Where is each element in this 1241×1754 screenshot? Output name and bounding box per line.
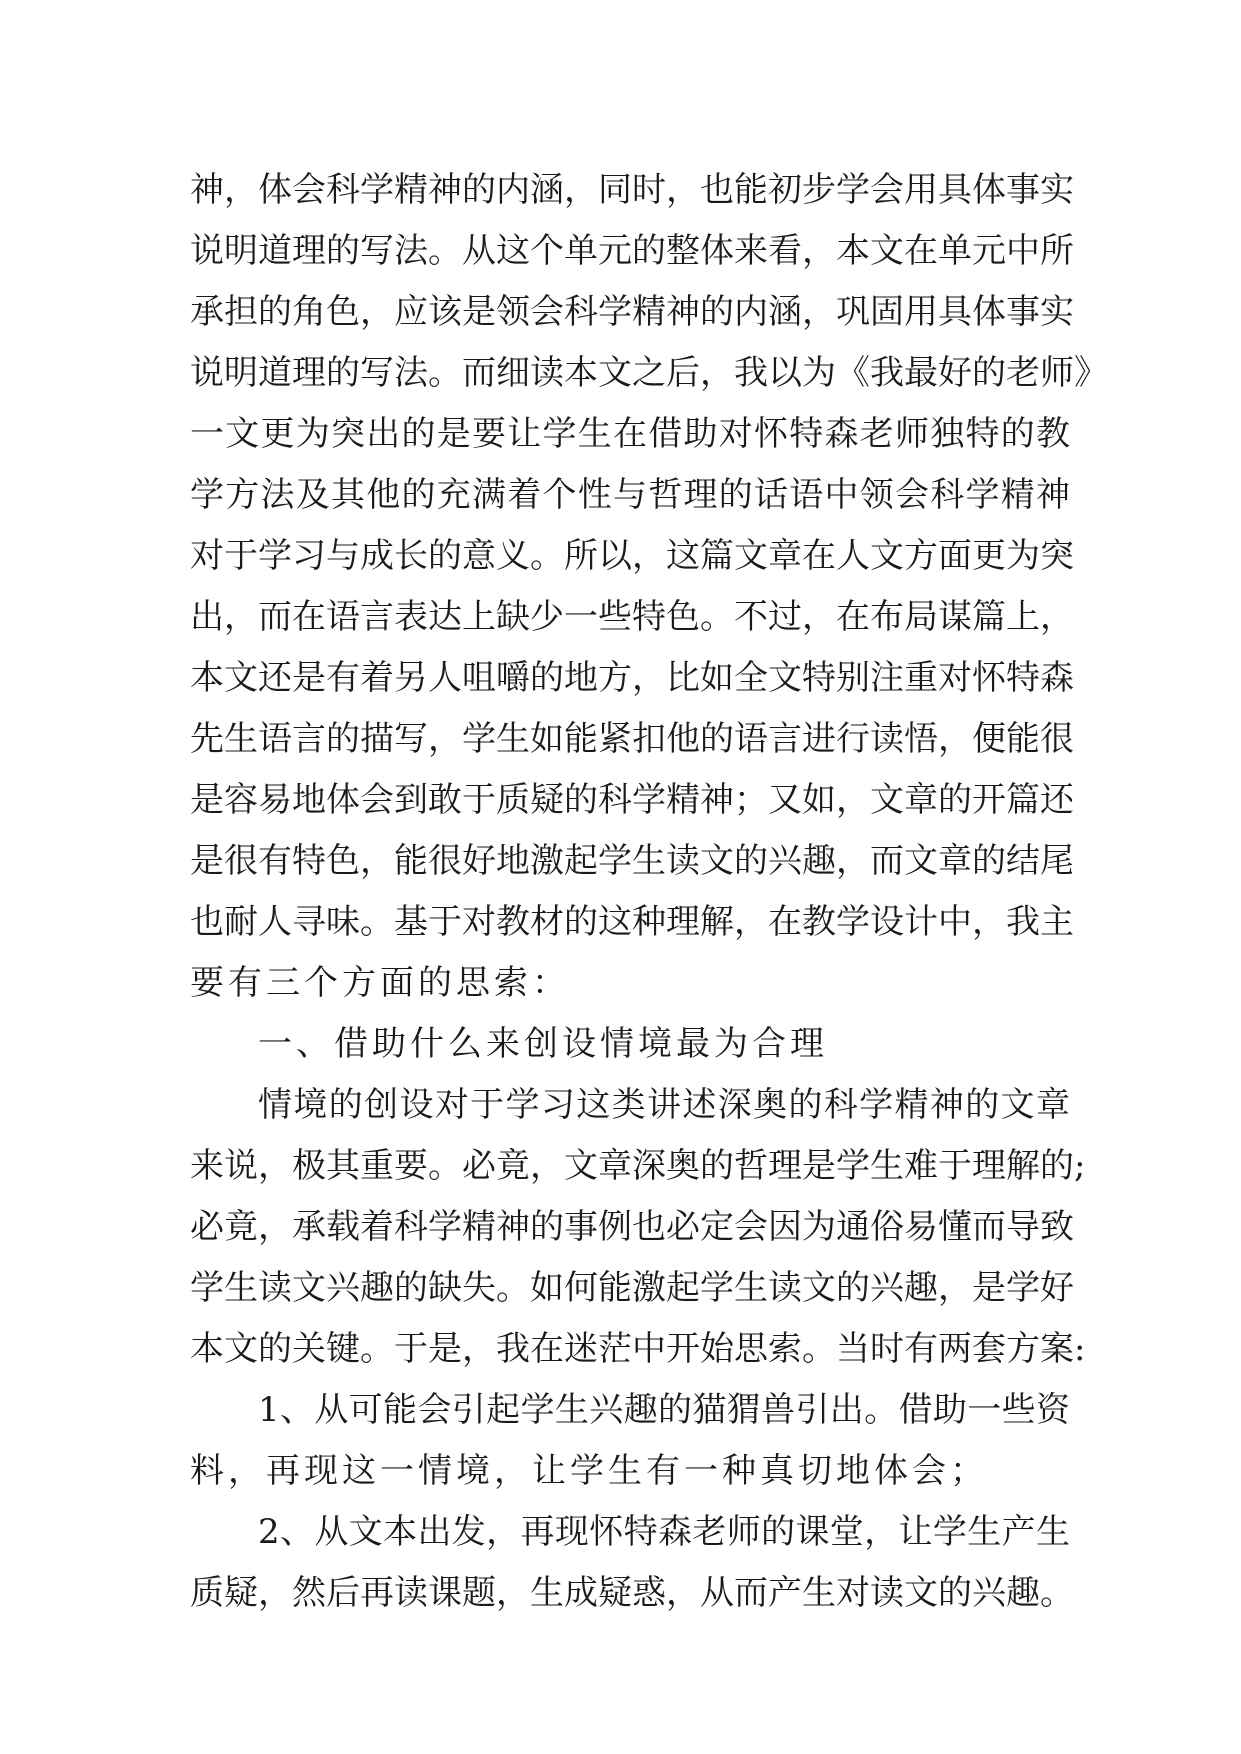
list-item: 2、从文本出发，再现怀特森老师的课堂，让学生产生 xyxy=(258,1512,1070,1552)
text-line: 也耐人寻味。基于对教材的这种理解，在教学设计中，我主 xyxy=(190,902,1074,942)
text-line: 先生语言的描写，学生如能紧扣他的语言进行读悟，便能很 xyxy=(190,719,1074,759)
text-line: 说明道理的写法。而细读本文之后，我以为《我最好的老师》 xyxy=(190,353,1108,393)
text-line: 质疑，然后再读课题，生成疑惑，从而产生对读文的兴趣。 xyxy=(190,1573,1074,1613)
text-line: 承担的角色，应该是领会科学精神的内涵，巩固用具体事实 xyxy=(190,292,1074,332)
text-line: 要有三个方面的思索： xyxy=(190,963,570,1003)
body-text xyxy=(190,160,1108,1624)
section-heading: 一、借助什么来创设情境最为合理 xyxy=(258,1024,828,1064)
text-line: 学方法及其他的充满着个性与哲理的话语中领会科学精神 xyxy=(190,475,1070,515)
text-line: 对于学习与成长的意义。所以，这篇文章在人文方面更为突 xyxy=(190,536,1074,576)
text-line: 来说，极其重要。必竟，文章深奥的哲理是学生难于理解的; xyxy=(190,1146,1086,1186)
text-line: 料，再现这一情境，让学生有一种真切地体会； xyxy=(190,1451,988,1491)
text-line: 出，而在语言表达上缺少一些特色。不过，在布局谋篇上， xyxy=(190,597,1074,637)
text-line: 神，体会科学精神的内涵，同时，也能初步学会用具体事实 xyxy=(190,170,1074,210)
text-line: 说明道理的写法。从这个单元的整体来看，本文在单元中所 xyxy=(190,231,1074,271)
text-line: 是很有特色，能很好地激起学生读文的兴趣，而文章的结尾 xyxy=(190,841,1074,881)
list-item: 1、从可能会引起学生兴趣的猫猬兽引出。借助一些资 xyxy=(258,1390,1070,1430)
text-line: 必竟，承载着科学精神的事例也必定会因为通俗易懂而导致 xyxy=(190,1207,1074,1247)
text-line: 是容易地体会到敢于质疑的科学精神；又如，文章的开篇还 xyxy=(190,780,1074,820)
text-line: 情境的创设对于学习这类讲述深奥的科学精神的文章 xyxy=(258,1085,1070,1125)
text-line: 学生读文兴趣的缺失。如何能激起学生读文的兴趣，是学好 xyxy=(190,1268,1074,1308)
text-line: 本文的关键。于是，我在迷茫中开始思索。当时有两套方案: xyxy=(190,1329,1086,1369)
text-line: 一文更为突出的是要让学生在借助对怀特森老师独特的教 xyxy=(190,414,1070,454)
text-line: 本文还是有着另人咀嚼的地方，比如全文特别注重对怀特森 xyxy=(190,658,1074,698)
